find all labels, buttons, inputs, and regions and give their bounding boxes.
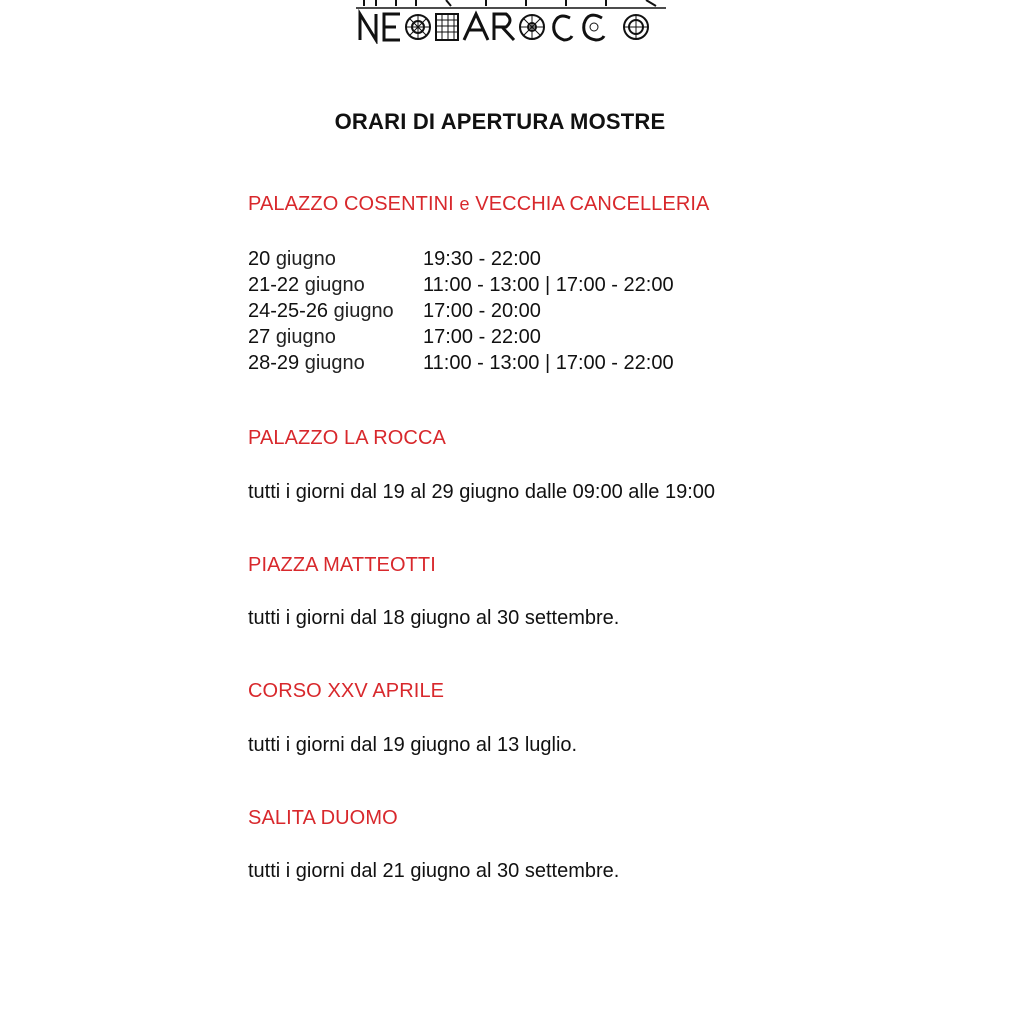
venue-name-conjunction: e bbox=[459, 194, 470, 214]
venue-name-part1: PALAZZO COSENTINI bbox=[248, 193, 454, 215]
schedule-month: giugno bbox=[275, 248, 336, 270]
schedule-row bbox=[248, 300, 768, 326]
venue-heading-matteotti: PIAZZA MATTEOTTI bbox=[248, 554, 436, 576]
schedule-date bbox=[248, 326, 336, 349]
schedule-date bbox=[248, 274, 365, 297]
schedule-days: 20 bbox=[248, 248, 271, 270]
venue-heading-la-rocca: PALAZZO LA ROCCA bbox=[248, 427, 446, 449]
schedule-date bbox=[248, 352, 365, 375]
schedule-days: 27 bbox=[248, 326, 271, 348]
schedule-row bbox=[248, 352, 768, 378]
schedule-row bbox=[248, 326, 768, 352]
venue-heading-corso: CORSO XXV APRILE bbox=[248, 680, 445, 702]
schedule-row bbox=[248, 248, 768, 274]
schedule-days: 28-29 bbox=[248, 352, 300, 374]
venue-hours-duomo: tutti i giorni dal 21 giugno al 30 settembre. bbox=[248, 860, 620, 882]
schedule-row bbox=[248, 274, 768, 300]
venue-hours-matteotti: tutti i giorni dal 18 giugno al 30 settembre. bbox=[248, 607, 620, 629]
schedule-hours: 11:00 - 13:00 | 17:00 - 22:00 bbox=[423, 352, 674, 374]
venue-name-part2: VECCHIA CANCELLERIA bbox=[475, 193, 710, 215]
schedule-hours: 17:00 - 22:00 bbox=[423, 326, 541, 348]
schedule-hours: 19:30 - 22:00 bbox=[423, 248, 541, 270]
schedule-days: 21-22 bbox=[248, 274, 300, 296]
schedule-hours: 17:00 - 20:00 bbox=[423, 300, 541, 322]
page-title: ORARI DI APERTURA MOSTRE bbox=[334, 109, 666, 134]
schedule-date bbox=[248, 248, 336, 271]
schedule-month: giugno bbox=[304, 274, 365, 296]
neobarocco-logo bbox=[356, 0, 668, 44]
schedule-month: giugno bbox=[275, 326, 336, 348]
schedule-date bbox=[248, 300, 394, 323]
venue-hours-corso: tutti i giorni dal 19 giugno al 13 luglio. bbox=[248, 734, 578, 756]
schedule-days: 24-25-26 bbox=[248, 300, 329, 322]
schedule-month: giugno bbox=[333, 300, 394, 322]
venue-heading-duomo: SALITA DUOMO bbox=[248, 807, 398, 829]
schedule-month: giugno bbox=[304, 352, 365, 374]
venue-heading-cosentini bbox=[248, 193, 709, 216]
venue-hours-la-rocca: tutti i giorni dal 19 al 29 giugno dalle 09:00 alle 19:00 bbox=[248, 481, 716, 503]
schedule-hours: 11:00 - 13:00 | 17:00 - 22:00 bbox=[423, 274, 674, 296]
